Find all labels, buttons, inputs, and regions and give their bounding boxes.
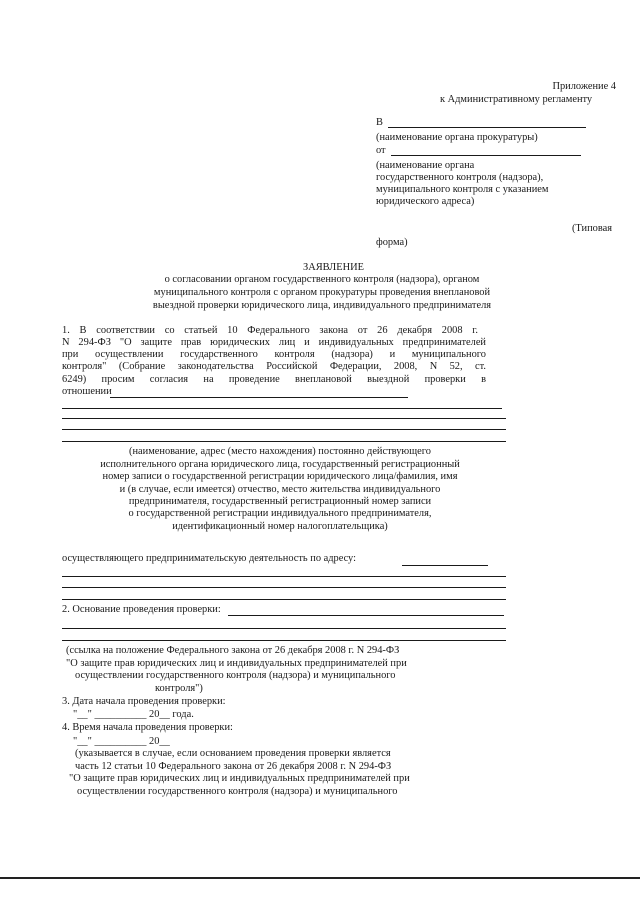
- page-bottom-edge: [0, 877, 640, 879]
- s1-activity-field[interactable]: [402, 565, 488, 566]
- s4-hint-3: "О защите прав юридических лиц и индивидуальных предпринимателей при: [69, 773, 410, 784]
- s1-address-line-1[interactable]: [62, 576, 506, 577]
- title-line-1: о согласовании органом государственного контроля (надзора), органом: [164, 274, 480, 285]
- s2-hint-2: "О защите прав юридических лиц и индивидуальных предпринимателей при: [66, 658, 407, 669]
- from-hint-3: муниципального контроля с указанием: [376, 184, 549, 195]
- to-hint: (наименование органа прокуратуры): [376, 132, 538, 143]
- s2-field-3[interactable]: [62, 640, 506, 641]
- s2-field-1[interactable]: [228, 615, 504, 616]
- s4-time-field[interactable]: "__" __________ 20__: [73, 736, 170, 747]
- s4-label: 4. Время начала проведения проверки:: [62, 722, 233, 733]
- from-hint-4: юридического адреса): [376, 196, 475, 207]
- title-line-2: муниципального контроля с органом прокуратуры проведения внеплановой: [153, 287, 491, 298]
- document-heading: ЗАЯВЛЕНИЕ: [303, 262, 364, 273]
- title-line-3: выездной проверки юридического лица, индивидуального предпринимателя: [152, 300, 492, 311]
- s3-date-field[interactable]: "__" __________ 20__ года.: [73, 709, 194, 720]
- s1-line-5: 6249) просим согласия на проведение внеплановой выездной проверки в: [62, 374, 486, 385]
- s1-line-2: N 294-ФЗ "О защите прав юридических лиц и индивидуальных предпринимателей: [62, 337, 486, 348]
- s1-blank-line-3[interactable]: [62, 429, 506, 430]
- s1-line-1: 1. В соответствии со статьей 10 Федерального закона от 26 декабря 2008 г.: [62, 325, 478, 336]
- s1-regarding-field[interactable]: [110, 397, 408, 398]
- s1-hint-2: исполнительного органа юридического лица, государственный регистрационный: [100, 459, 460, 470]
- s1-blank-line-2[interactable]: [62, 418, 506, 419]
- s1-hint-4: и (в случае, если имеется) отчество, место жительства индивидуального: [119, 484, 441, 495]
- s4-hint-4: осуществлении государственного контроля (надзора) и муниципального: [77, 786, 398, 797]
- s1-activity-label: осуществляющего предпринимательскую деятельность по адресу:: [62, 553, 356, 564]
- s3-label: 3. Дата начала проведения проверки:: [62, 696, 226, 707]
- s2-field-2[interactable]: [62, 628, 506, 629]
- s4-hint-1: (указывается в случае, если основанием проведения проверки является: [75, 748, 391, 759]
- s1-address-line-3[interactable]: [62, 599, 506, 600]
- s1-hint-6: о государственной регистрации индивидуального предпринимателя,: [128, 508, 432, 519]
- s1-blank-line-1[interactable]: [62, 408, 502, 409]
- s2-hint-4: контроля"): [155, 683, 203, 694]
- to-prefix: В: [376, 117, 383, 128]
- form-type-2: форма): [376, 237, 408, 248]
- s1-address-line-2[interactable]: [62, 587, 506, 588]
- from-hint-1: (наименование органа: [376, 160, 475, 171]
- s2-label: 2. Основание проведения проверки:: [62, 604, 221, 615]
- s4-hint-2: часть 12 статьи 10 Федерального закона от 26 декабря 2008 г. N 294-ФЗ: [75, 761, 392, 772]
- s1-hint-7: идентификационный номер налогоплательщика): [172, 521, 388, 532]
- s2-hint-3: осуществлении государственного контроля (надзора) и муниципального: [75, 670, 396, 681]
- s1-hint-5: предпринимателя, государственный регистрационный номер записи: [128, 496, 432, 507]
- annex-label: Приложение 4: [552, 81, 616, 92]
- s2-hint-1: (ссылка на положение Федерального закона от 26 декабря 2008 г. N 294-ФЗ: [66, 645, 400, 656]
- s1-regarding-prefix: отношении: [62, 386, 112, 397]
- s1-blank-line-4[interactable]: [62, 441, 506, 442]
- regulation-label: к Административному регламенту: [440, 94, 593, 105]
- to-field[interactable]: [388, 127, 586, 128]
- from-prefix: от: [376, 145, 386, 156]
- from-hint-2: государственного контроля (надзора),: [376, 172, 544, 183]
- s1-line-4: контроля" (Собрание законодательства Российской Федерации, 2008, N 52, ст.: [62, 361, 486, 372]
- from-field[interactable]: [391, 155, 581, 156]
- s1-hint-1: (наименование, адрес (место нахождения) постоянно действующего: [129, 446, 431, 457]
- s1-line-3: при осуществлении государственного контроля (надзора) и муниципального: [62, 349, 486, 360]
- form-type-1: (Типовая: [571, 223, 612, 234]
- s1-hint-3: номер записи о государственной регистрации юридического лица/фамилия, имя: [102, 471, 458, 482]
